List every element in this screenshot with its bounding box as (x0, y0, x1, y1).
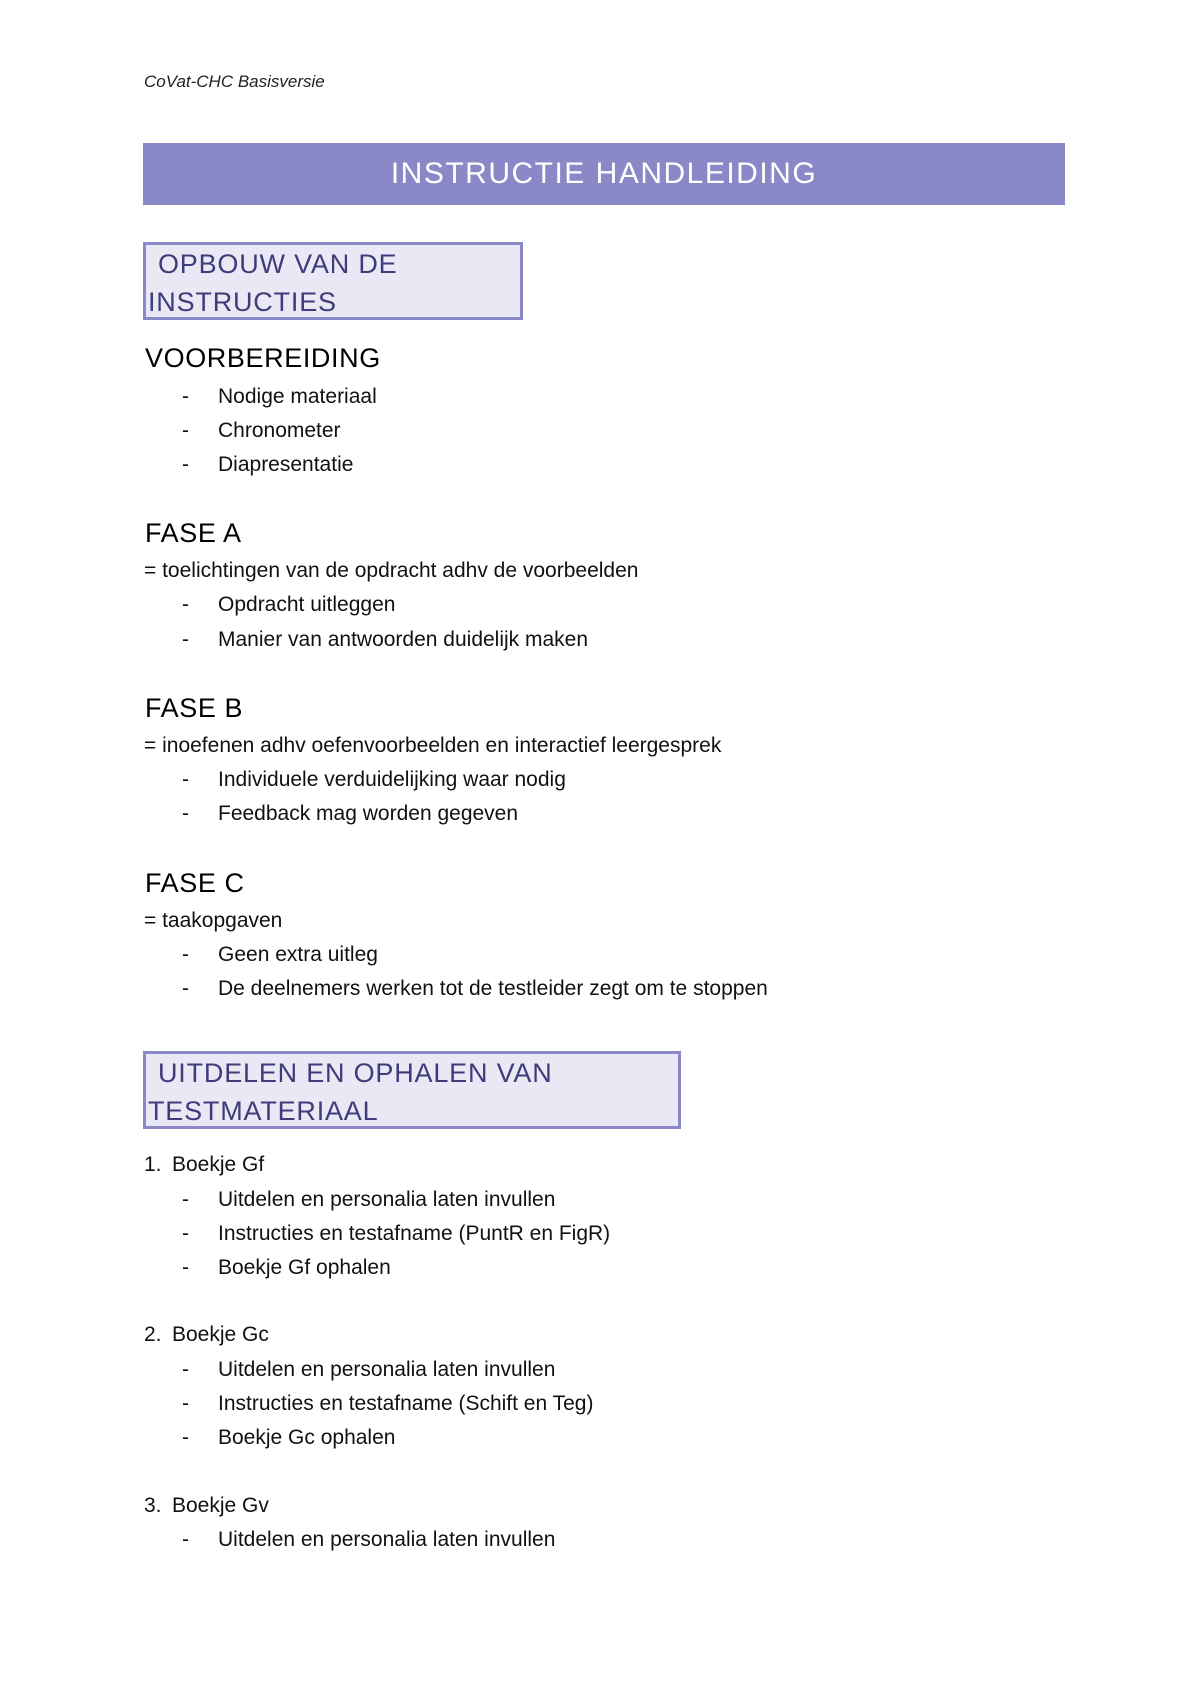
list-item: - Boekje Gc ophalen (182, 1426, 396, 1449)
fase-a-description: = toelichtingen van de opdracht adhv de voorbeelden (144, 559, 639, 582)
list-item: - Boekje Gf ophalen (182, 1256, 391, 1279)
section-heading-line1: UITDELEN EN OPHALEN VAN (158, 1058, 553, 1088)
list-item: - Individuele verduidelijking waar nodig (182, 768, 566, 791)
list-item: - Manier van antwoorden duidelijk maken (182, 628, 589, 651)
section-heading-line2: TESTMATERIAAL (148, 1096, 379, 1126)
list-item: - Instructies en testafname (PuntR en FigR) (182, 1222, 611, 1245)
fase-c-description: = taakopgaven (144, 909, 283, 932)
numbered-item-boekje-gc: 2. Boekje Gc (144, 1323, 269, 1346)
list-item: - Feedback mag worden gegeven (182, 802, 519, 825)
section-heading-line1: OPBOUW VAN DE (158, 249, 398, 279)
section-heading-uitdelen (143, 1051, 681, 1129)
list-item: - Opdracht uitleggen (182, 593, 396, 616)
fase-b-description: = inoefenen adhv oefenvoorbeelden en interactief leergesprek (144, 734, 722, 757)
list-item: - Uitdelen en personalia laten invullen (182, 1358, 556, 1381)
heading-voorbereiding: VOORBEREIDING (145, 343, 381, 373)
list-item: - Chronometer (182, 419, 341, 442)
list-item: - Geen extra uitleg (182, 943, 378, 966)
heading-fase-c: FASE C (145, 868, 245, 898)
list-item: - De deelnemers werken tot de testleider zegt om te stoppen (182, 977, 768, 1000)
list-item: - Uitdelen en personalia laten invullen (182, 1528, 556, 1551)
heading-fase-a: FASE A (145, 518, 242, 548)
heading-fase-b: FASE B (145, 693, 244, 723)
list-item: - Instructies en testafname (Schift en Teg) (182, 1392, 594, 1415)
document-header: CoVat-CHC Basisversie (144, 72, 325, 91)
list-item: - Diapresentatie (182, 453, 354, 476)
numbered-item-boekje-gf: 1. Boekje Gf (144, 1153, 265, 1176)
numbered-item-boekje-gv: 3. Boekje Gv (144, 1494, 269, 1517)
list-item: - Nodige materiaal (182, 385, 377, 408)
document-title: INSTRUCTIE HANDLEIDING (143, 143, 1065, 205)
section-heading-line2: INSTRUCTIES (148, 287, 337, 317)
list-item: - Uitdelen en personalia laten invullen (182, 1188, 556, 1211)
section-heading-opbouw (143, 242, 523, 320)
